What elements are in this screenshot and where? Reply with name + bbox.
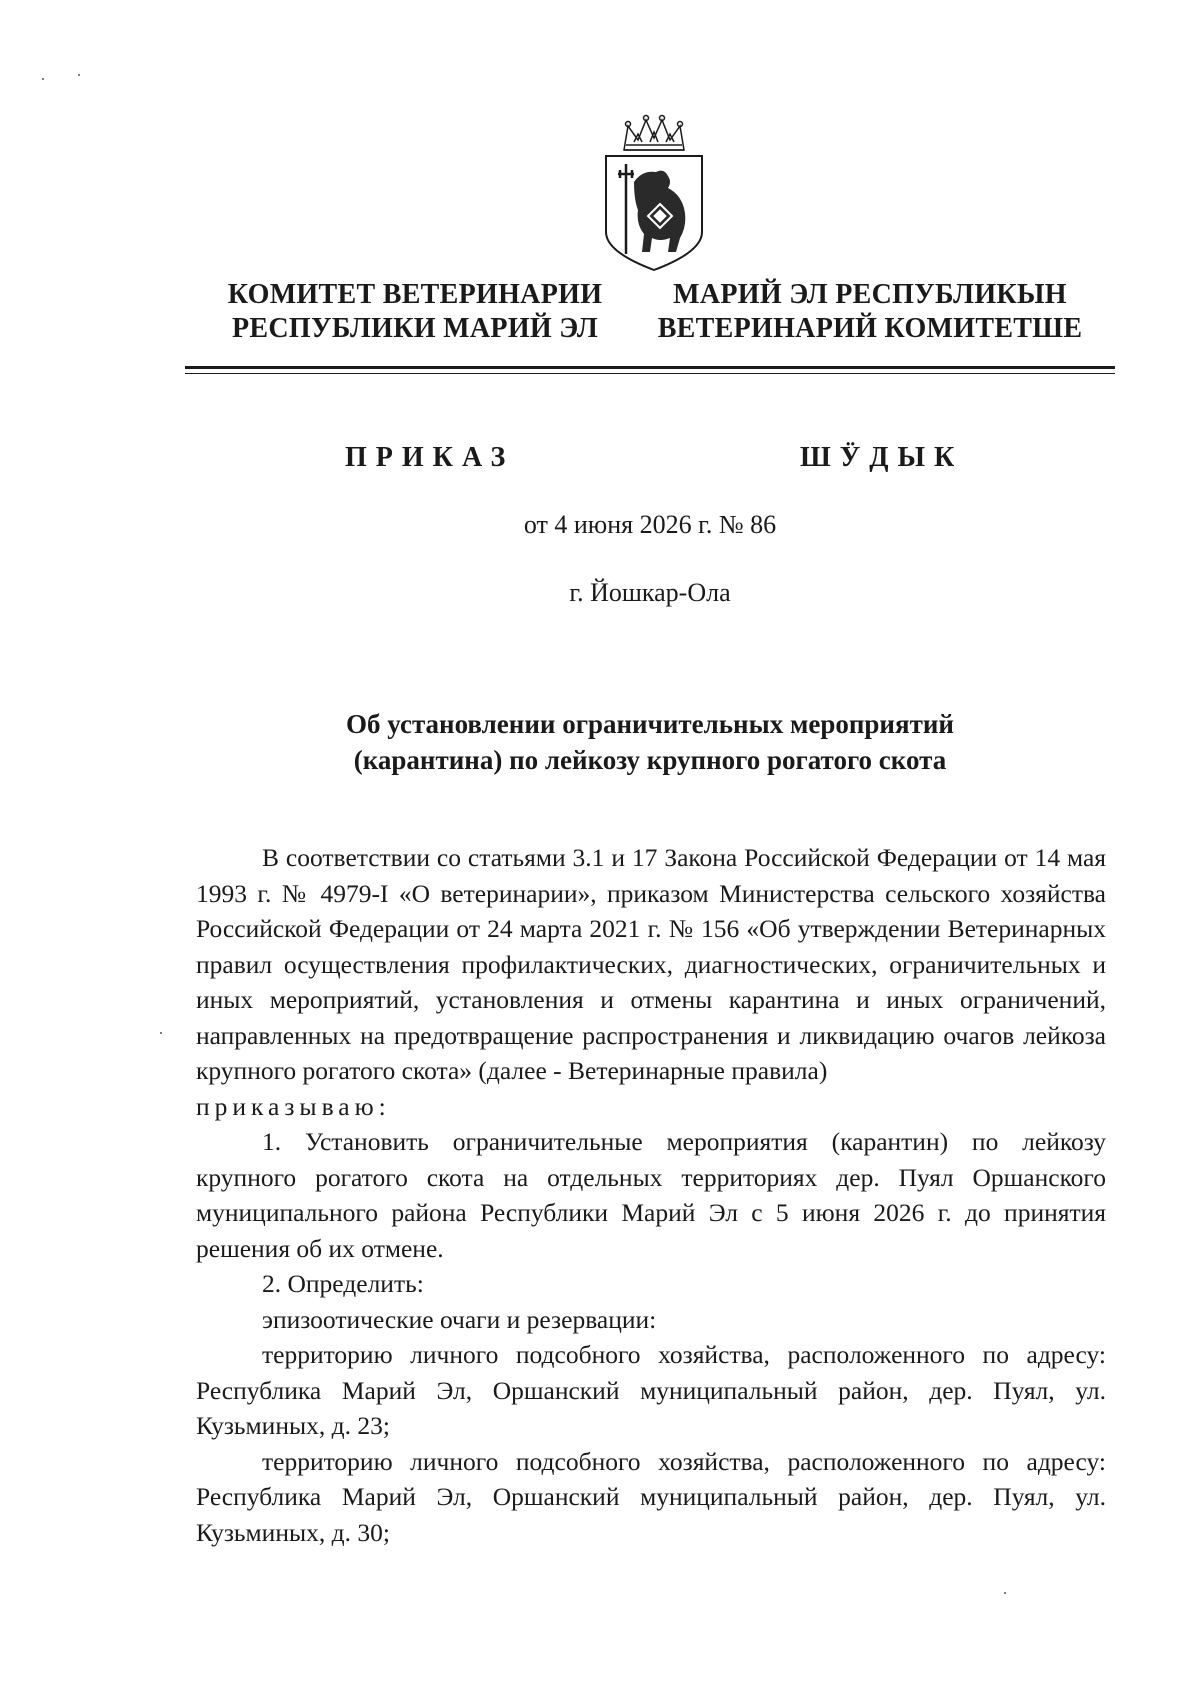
order-city: г. Йошкар-Ола [569,578,731,607]
territory-paragraph: территорию личного подсобного хозяйства, расположенного по адресу: Республика Марий Эл, Оршанский муниципальный район, дер. Пуял, ул. Кузьминых, д. 23; [196,1340,1106,1440]
scan-speck [1004,1592,1006,1594]
header-divider-thick [185,366,1115,369]
organization-line: МАРИЙ ЭЛ РЕСПУБЛИКЫН [673,279,1067,310]
document-title [185,706,1115,778]
order-directive: приказываю: [196,1091,391,1121]
order-heading-russian: ПРИКАЗ [345,442,515,473]
title-line: Об установлении ограничительных мероприятий [346,709,954,739]
organization-name-russian [190,278,640,346]
organization-line: КОМИТЕТ ВЕТЕРИНАРИИ [227,279,603,310]
document-body [196,840,1106,1550]
scan-speck [42,78,44,80]
preamble-paragraph: В соответствии со статьями 3.1 и 17 Закона Российской Федерации от 14 мая 1993 г. № 4979-I «О ветеринарии», приказом Министерства сельского хозяйства Российской Федерации от 24 марта 2021 г. № 156 «Об утверждении Ветеринарных правил осуществления профилактических, диагностических, ограничительных и иных мероприятий, установления и отмены карантина и иных ограничений, направленных на предотвращение распространения и ликвидацию очагов лейкоза крупного рогатого скота» (далее - Ветеринарные правила) [196,843,1106,1085]
organization-line: ВЕТЕРИНАРИЙ КОМИТЕТШЕ [657,313,1083,344]
territory-paragraph: территорию личного подсобного хозяйства, расположенного по адресу: Республика Марий Эл, Оршанский муниципальный район, дер. Пуял, ул. Кузьминых, д. 30; [196,1446,1106,1547]
organization-line: РЕСПУБЛИКИ МАРИЙ ЭЛ [232,313,598,344]
item-2-subheading: эпизоотические очаги и резервации: [262,1304,657,1334]
order-date-number: от 4 июня 2026 г. № 86 [523,510,777,539]
header-divider-thin [185,373,1115,374]
scan-speck [160,1032,162,1034]
order-heading-mari: ШӰДЫК [800,442,964,473]
title-line: (карантина) по лейкозу крупного рогатого скота [353,745,947,775]
item-1-paragraph: 1. Установить ограничительные мероприятия (карантин) по лейкозу крупного рогатого скота на отдельных территориях дер. Пуял Оршанского муниципального района Республики Марий Эл с 5 июня 2026 г. до принятия решения об их отмене. [196,1127,1106,1263]
coat-of-arms-emblem [594,112,714,272]
scan-speck [78,74,80,76]
organization-name-mari [630,278,1110,346]
item-2-paragraph: 2. Определить: [262,1269,424,1298]
